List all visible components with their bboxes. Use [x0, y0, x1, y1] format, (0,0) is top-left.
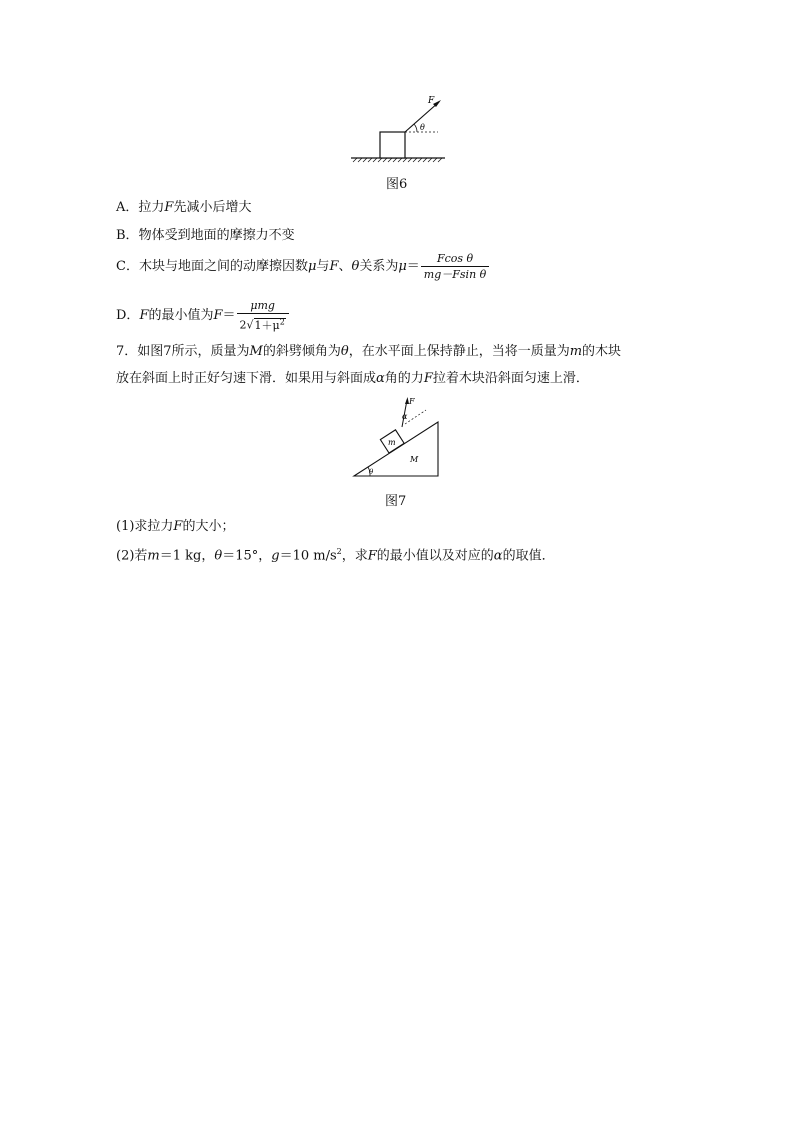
incline-dashed-line: [405, 410, 426, 424]
friction-coefficient-fraction: $\frac{\text{Fcos θ}}{\text{mg－Fsin θ}}$: [421, 252, 489, 281]
option-b: B．物体受到地面的摩擦力不变: [116, 228, 295, 243]
alpha-label: α: [402, 412, 408, 421]
force-label: F: [409, 397, 415, 406]
figure-7-caption: 图7: [385, 494, 407, 509]
angle-arc: [414, 124, 417, 132]
ground-hatch: [353, 158, 442, 162]
force-label: F: [428, 96, 435, 106]
wedge-label: M: [410, 455, 419, 464]
option-a: A．拉力F先减小后增大: [116, 200, 252, 215]
sub-question-2: (2)若m＝1 kg，θ＝15°，g＝10 $m/s^2$，求F的最小值以及对应的α的取值．: [116, 547, 555, 564]
block-label: m: [388, 438, 396, 447]
angle-label: θ: [420, 123, 425, 132]
min-force-fraction: $\frac{\text{μmg}}{2√1+\mu^2}$: [237, 299, 289, 332]
question-7-line-2: 放在斜面上时正好匀速下滑．如果用与斜面成α角的力F拉着木块沿斜面匀速上滑．: [116, 371, 589, 386]
option-c: C．木块与地面之间的动摩擦因数μ与F、θ关系为μ＝ $\frac{\text{Fcos θ}}{\text{mg－Fsin θ}}$: [116, 252, 489, 281]
figure-6-caption: 图6: [386, 177, 408, 192]
block: [380, 132, 405, 158]
sub-question-1: (1)求拉力F的大小；: [116, 519, 235, 534]
question-7-line-1: 7．如图7所示，质量为M的斜劈倾角为θ，在水平面上保持静止，当将一质量为m的木块: [116, 344, 622, 359]
figure-6-diagram: [348, 94, 448, 164]
theta-label: θ: [369, 468, 374, 476]
option-d: D．F的最小值为F＝ $\frac{\text{μmg}}{2√1+\mu^2}$: [116, 299, 289, 332]
figure-7-diagram: [350, 394, 446, 480]
